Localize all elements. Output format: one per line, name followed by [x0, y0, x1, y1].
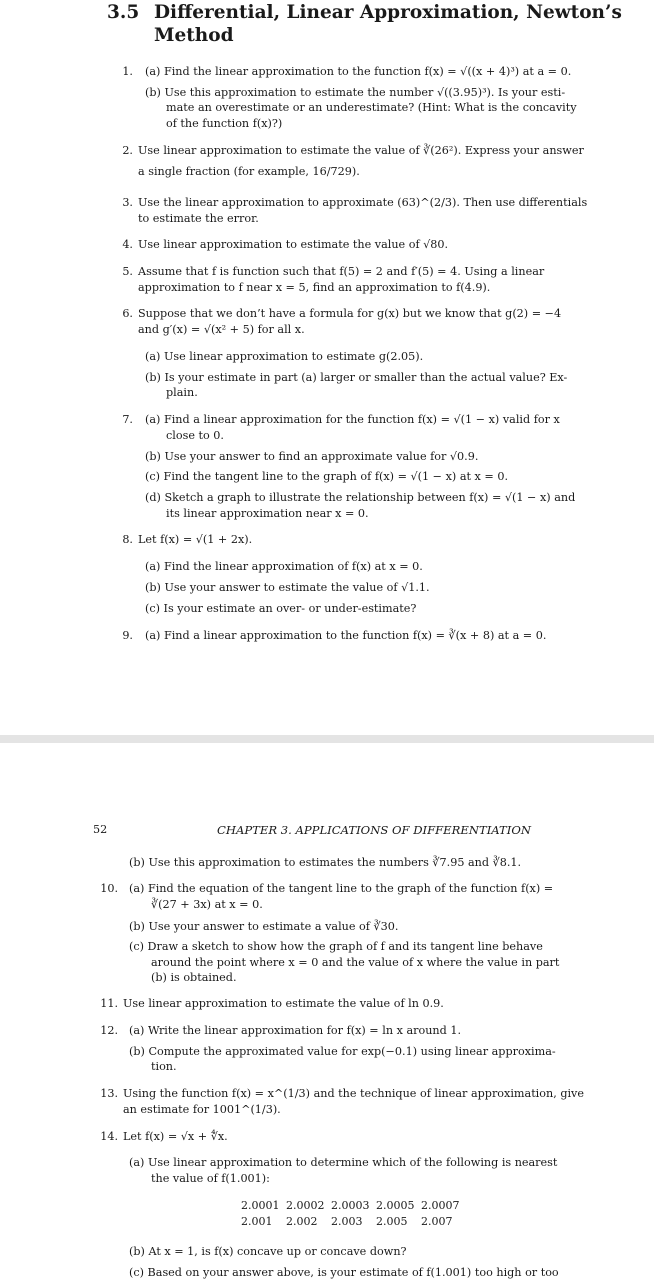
problem-line: mate an overestimate or an underestimate? (Hint: What is the concavity	[166, 101, 577, 114]
page-gap	[0, 735, 654, 743]
problem-line: (a) Find the linear approximation of f(x) at x = 0.	[145, 560, 423, 573]
problem-line: (b) Use this approximation to estimates the numbers ∛7.95 and ∛8.1.	[129, 856, 522, 869]
problem-line: the value of f(1.001):	[151, 1172, 270, 1185]
problem-line: of the function f(x)?)	[166, 117, 283, 130]
problem-line: Use linear approximation to estimate the value of √80.	[138, 238, 449, 251]
problem-line: Let f(x) = √x + ∜x.	[123, 1130, 228, 1143]
problem-line: (a) Find a linear approximation to the function f(x) = ∛(x + 8) at a = 0.	[145, 629, 547, 642]
problem-line: Use linear approximation to estimate the value of ln 0.9.	[123, 997, 444, 1010]
section-number: 3.5	[107, 2, 140, 23]
choice-value: 2.0003	[331, 1199, 370, 1212]
problem-line: (b) At x = 1, is f(x) concave up or concave down?	[129, 1245, 407, 1258]
choice-value: 2.0002	[286, 1199, 325, 1212]
problem-line: Use the linear approximation to approximate (63)^(2/3). Then use differentials	[138, 196, 588, 209]
problem-line: and g′(x) = √(x² + 5) for all x.	[138, 323, 305, 336]
problem-line: tion.	[151, 1060, 177, 1073]
problem-line: approximation to f near x = 5, find an approximation to f(4.9).	[138, 281, 491, 294]
problem-number: 14.	[100, 1130, 118, 1143]
problem-line: (a) Find a linear approximation for the function f(x) = √(1 − x) valid for x	[145, 413, 560, 426]
problem-line: (b) Compute the approximated value for exp(−0.1) using linear approxima-	[129, 1045, 556, 1058]
problem-line: Use linear approximation to estimate the value of ∛(26²). Express your answer	[138, 144, 584, 157]
problem-line: an estimate for 1001^(1/3).	[123, 1103, 281, 1116]
problem-line: Assume that f is function such that f(5) = 2 and f′(5) = 4. Using a linear	[138, 265, 545, 278]
problem-number: 5.	[122, 265, 133, 278]
choice-value: 2.0005	[376, 1199, 415, 1212]
problem-line: (c) Is your estimate an over- or under-estimate?	[145, 602, 417, 615]
problem-line: ∛(27 + 3x) at x = 0.	[151, 898, 263, 911]
running-header: CHAPTER 3. APPLICATIONS OF DIFFERENTIATION	[217, 823, 531, 837]
problem-number: 13.	[100, 1087, 118, 1100]
problem-number: 10.	[100, 882, 118, 895]
problem-line: (a) Find the linear approximation to the function f(x) = √((x + 4)³) at a = 0.	[145, 65, 572, 78]
choice-value: 2.003	[331, 1215, 363, 1228]
problem-line: Let f(x) = √(1 + 2x).	[138, 533, 253, 546]
problem-number: 2.	[122, 144, 133, 157]
problem-number: 8.	[122, 533, 133, 546]
problem-line: (b) Is your estimate in part (a) larger or smaller than the actual value? Ex-	[145, 371, 568, 384]
page-number: 52	[93, 823, 108, 836]
choices-row-1	[241, 1199, 466, 1213]
problem-line: (c) Find the tangent line to the graph of f(x) = √(1 − x) at x = 0.	[145, 470, 509, 483]
problem-number: 7.	[122, 413, 133, 426]
choice-value: 2.005	[376, 1215, 408, 1228]
problem-number: 1.	[122, 65, 133, 78]
section-title-line-1: Differential, Linear Approximation, Newton’s	[154, 2, 622, 23]
problem-line: (b) Use your answer to estimate a value of ∛30.	[129, 920, 399, 933]
problem-line: (b) Use this approximation to estimate the number √((3.95)³). Is your esti-	[145, 86, 566, 99]
choice-value: 2.001	[241, 1215, 273, 1228]
problem-line: (a) Use linear approximation to estimate g(2.05).	[145, 350, 424, 363]
choice-value: 2.0001	[241, 1199, 280, 1212]
problem-line: (b) Use your answer to estimate the value of √1.1.	[145, 581, 430, 594]
problem-number: 4.	[122, 238, 133, 251]
problem-line: a single fraction (for example, 16/729).	[138, 165, 360, 178]
problem-number: 6.	[122, 307, 133, 320]
problem-line: (c) Based on your answer above, is your estimate of f(1.001) too high or too	[129, 1266, 559, 1279]
problem-number: 12.	[100, 1024, 118, 1037]
problem-number: 3.	[122, 196, 133, 209]
problem-line: (c) Draw a sketch to show how the graph of f and its tangent line behave	[129, 940, 543, 953]
problem-line: (a) Write the linear approximation for f(x) = ln x around 1.	[129, 1024, 462, 1037]
problem-line: (b) Use your answer to find an approximate value for √0.9.	[145, 450, 479, 463]
problem-line: around the point where x = 0 and the value of x where the value in part	[151, 956, 560, 969]
problem-line: (b) is obtained.	[151, 971, 237, 984]
choice-value: 2.007	[421, 1215, 453, 1228]
choice-value: 2.002	[286, 1215, 318, 1228]
problem-line: Suppose that we don’t have a formula for g(x) but we know that g(2) = −4	[138, 307, 562, 320]
choice-value: 2.0007	[421, 1199, 460, 1212]
problem-line: to estimate the error.	[138, 212, 259, 225]
problem-line: Using the function f(x) = x^(1/3) and the technique of linear approximation, give	[123, 1087, 584, 1100]
problem-number: 9.	[122, 629, 133, 642]
problem-number: 11.	[100, 997, 118, 1010]
problem-line: close to 0.	[166, 429, 224, 442]
section-title-line-2: Method	[154, 25, 234, 46]
choices-row-2	[241, 1215, 466, 1229]
problem-line: plain.	[166, 386, 198, 399]
problem-line: its linear approximation near x = 0.	[166, 507, 369, 520]
problem-line: (d) Sketch a graph to illustrate the relationship between f(x) = √(1 − x) and	[145, 491, 576, 504]
problem-line: (a) Use linear approximation to determine which of the following is nearest	[129, 1156, 558, 1169]
problem-line: (a) Find the equation of the tangent line to the graph of the function f(x) =	[129, 882, 554, 895]
page-2	[0, 743, 654, 1280]
